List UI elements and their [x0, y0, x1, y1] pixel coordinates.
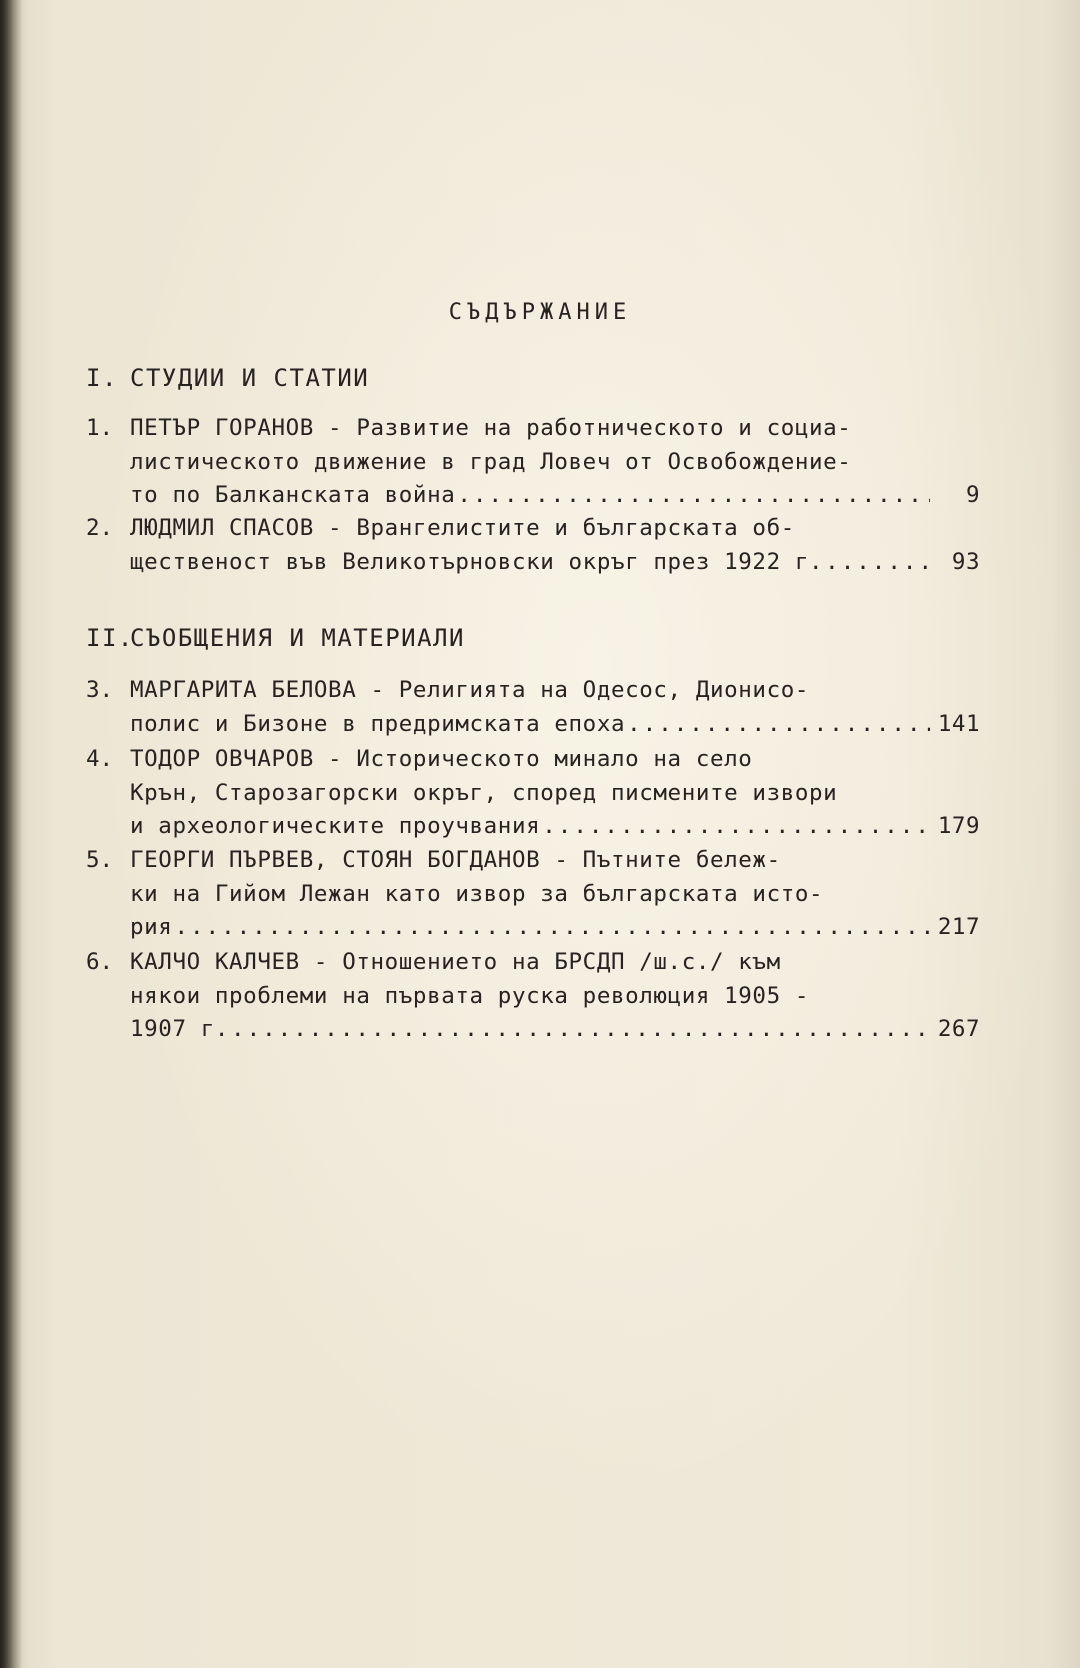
entry-text: рия [130, 914, 173, 940]
toc-entry-1 [86, 412, 980, 513]
entry-line [86, 412, 980, 446]
entry-number: 5. [86, 847, 114, 873]
entry-text: и археологическите проучвания [130, 813, 541, 839]
toc-entry-5 [86, 844, 980, 945]
dot-leader [542, 810, 930, 844]
toc-entry-4 [86, 743, 980, 844]
dot-leader [231, 1013, 930, 1047]
entry-line [86, 708, 980, 742]
entry-line [86, 911, 980, 945]
entry-number: 6. [86, 949, 114, 975]
entry-line [86, 810, 980, 844]
entry-text: листическото движение в град Ловеч от Освобождение- [130, 448, 852, 475]
section-title: СТУДИИ И СТАТИИ [130, 364, 370, 392]
section-number: I. [86, 364, 118, 392]
section-number: II. [86, 624, 134, 652]
section-heading-1 [86, 364, 369, 392]
entry-text: ТОДОР ОВЧАРОВ - Историческото минало на село [130, 746, 753, 772]
page-number: 141 [937, 710, 980, 737]
entry-line [86, 446, 980, 480]
entry-number: 1. [86, 415, 114, 441]
dot-leader [627, 708, 930, 742]
entry-line [86, 512, 980, 546]
entry-number: 2. [86, 515, 114, 541]
entry-line [86, 743, 980, 777]
entry-line [86, 980, 980, 1014]
entry-text: полис и Бизоне в предримската епоха [130, 710, 626, 737]
entry-text: 1907 г. [130, 1016, 230, 1042]
entry-text: щественост във Великотърновски окръг през 1922 г. [130, 548, 824, 575]
entry-text: някои проблеми на първата руска революция 1905 - [130, 982, 810, 1009]
entry-line [86, 777, 980, 811]
dot-leader [174, 911, 930, 945]
dot-leader [825, 546, 930, 580]
section-heading-2 [86, 624, 465, 652]
toc-entry-2 [86, 512, 980, 579]
page-number: 93 [951, 548, 980, 575]
spine-shadow [0, 0, 22, 1668]
entry-line [86, 946, 980, 980]
entry-text: ПЕТЪР ГОРАНОВ - Развитие на работническото и социа- [130, 415, 852, 441]
page-number: 267 [937, 1016, 980, 1042]
entry-line [86, 844, 980, 878]
entry-number: 4. [86, 746, 114, 772]
page-number: 9 [965, 482, 980, 508]
section-title: СЪОБЩЕНИЯ И МАТЕРИАЛИ [130, 624, 465, 652]
entry-text: МАРГАРИТА БЕЛОВА - Религията на Одесос, Дионисо- [130, 677, 810, 703]
entry-text: то по Балканската война [130, 482, 456, 508]
entry-line [86, 878, 980, 912]
entry-line [86, 1013, 980, 1047]
toc-entry-6 [86, 946, 980, 1047]
entry-line [86, 674, 980, 708]
page-number: 179 [937, 813, 980, 839]
entry-number: 3. [86, 677, 114, 703]
entry-text: ки на Гийом Лежан като извор за българската исто- [130, 880, 824, 907]
entry-text: Крън, Старозагорски окръг, според писмените извори [130, 779, 838, 806]
entry-text: ГЕОРГИ ПЪРВЕВ, СТОЯН БОГДАНОВ - Пътните бележ- [130, 847, 781, 873]
entry-text: КАЛЧО КАЛЧЕВ - Отношението на БРСДП /ш.с./ към [130, 949, 781, 975]
page-title: СЪДЪРЖАНИЕ [448, 300, 632, 325]
entry-line [86, 546, 980, 580]
dot-leader [457, 479, 930, 513]
entry-line [86, 479, 980, 513]
toc-entry-3 [86, 674, 980, 741]
page-number: 217 [937, 914, 980, 940]
entry-text: ЛЮДМИЛ СПАСОВ - Врангелистите и българската об- [130, 515, 795, 541]
